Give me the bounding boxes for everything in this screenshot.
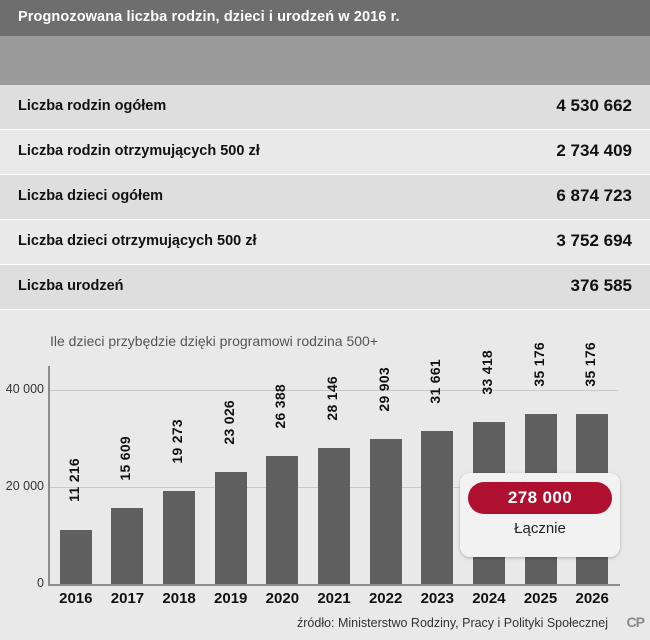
row-value: 6 874 723 bbox=[556, 186, 632, 205]
header-subbar bbox=[0, 36, 650, 85]
callout-label: Łącznie bbox=[514, 520, 566, 537]
table-row bbox=[0, 265, 650, 310]
bar-value-label: 35 176 bbox=[582, 341, 599, 387]
publisher-logo: CP bbox=[626, 614, 644, 630]
table-row bbox=[0, 175, 650, 220]
x-axis-tick-label: 2021 bbox=[317, 590, 351, 607]
x-axis-tick-label: 2026 bbox=[575, 590, 609, 607]
bar bbox=[163, 491, 195, 584]
bar-value-label: 29 903 bbox=[375, 367, 392, 412]
bar-value-label: 33 418 bbox=[478, 350, 495, 395]
y-axis-tick-label: 20 000 bbox=[5, 479, 44, 494]
header-bar bbox=[0, 0, 650, 36]
table-row bbox=[0, 220, 650, 265]
footer bbox=[0, 612, 650, 640]
chart-title: Ile dzieci przybędzie dzięki programowi rodzina 500+ bbox=[50, 333, 379, 349]
bar-value-label: 28 146 bbox=[324, 375, 340, 421]
bar bbox=[215, 472, 247, 584]
bar-value-label: 26 388 bbox=[272, 384, 289, 429]
x-axis-tick-label: 2016 bbox=[59, 590, 93, 607]
x-axis-line bbox=[48, 584, 620, 586]
bar bbox=[370, 439, 402, 584]
table-row bbox=[0, 130, 650, 175]
bar-value-label: 23 026 bbox=[220, 400, 237, 446]
bar bbox=[111, 508, 143, 584]
x-axis-tick-label: 2017 bbox=[110, 590, 145, 607]
y-axis-tick-label: 40 000 bbox=[5, 382, 44, 397]
row-label: Liczba dzieci otrzymujących 500 zł bbox=[18, 233, 257, 249]
x-axis-tick-label: 2018 bbox=[162, 590, 196, 607]
row-value: 3 752 694 bbox=[556, 231, 632, 250]
row-value: 376 585 bbox=[570, 276, 632, 295]
bar-chart bbox=[0, 318, 650, 640]
bar bbox=[421, 431, 453, 584]
row-label: Liczba rodzin ogółem bbox=[18, 98, 167, 114]
bar-value-label: 19 273 bbox=[169, 418, 186, 464]
bar bbox=[318, 448, 350, 584]
x-axis-tick-label: 2024 bbox=[472, 590, 506, 607]
bar bbox=[60, 530, 92, 584]
bar-value-label: 31 661 bbox=[427, 358, 444, 404]
row-label: Liczba rodzin otrzymujących 500 zł bbox=[18, 143, 260, 159]
x-axis-tick-label: 2023 bbox=[420, 590, 454, 607]
table-row bbox=[0, 85, 650, 130]
total-callout bbox=[460, 473, 620, 557]
x-axis-tick-label: 2022 bbox=[368, 590, 403, 607]
row-value: 4 530 662 bbox=[556, 96, 632, 115]
row-value: 2 734 409 bbox=[556, 141, 632, 160]
summary-table bbox=[0, 85, 650, 310]
bar-value-label: 15 609 bbox=[117, 436, 134, 481]
source-note: źródło: Ministerstwo Rodziny, Pracy i Polityki Społecznej bbox=[297, 616, 608, 630]
callout-value: 278 000 bbox=[468, 482, 612, 514]
page-title: Prognozowana liczba rodzin, dzieci i urodzeń w 2016 r. bbox=[18, 9, 400, 25]
x-axis-tick-label: 2020 bbox=[265, 590, 300, 607]
bar-value-label: 35 176 bbox=[530, 341, 547, 387]
bar-value-label: 11 216 bbox=[65, 457, 82, 502]
row-label: Liczba dzieci ogółem bbox=[18, 188, 164, 204]
x-axis-tick-label: 2025 bbox=[523, 590, 558, 607]
x-axis-tick-label: 2019 bbox=[214, 590, 248, 607]
y-axis-tick-label: 0 bbox=[37, 576, 44, 590]
bar bbox=[266, 456, 298, 584]
row-label: Liczba urodzeń bbox=[18, 278, 124, 294]
